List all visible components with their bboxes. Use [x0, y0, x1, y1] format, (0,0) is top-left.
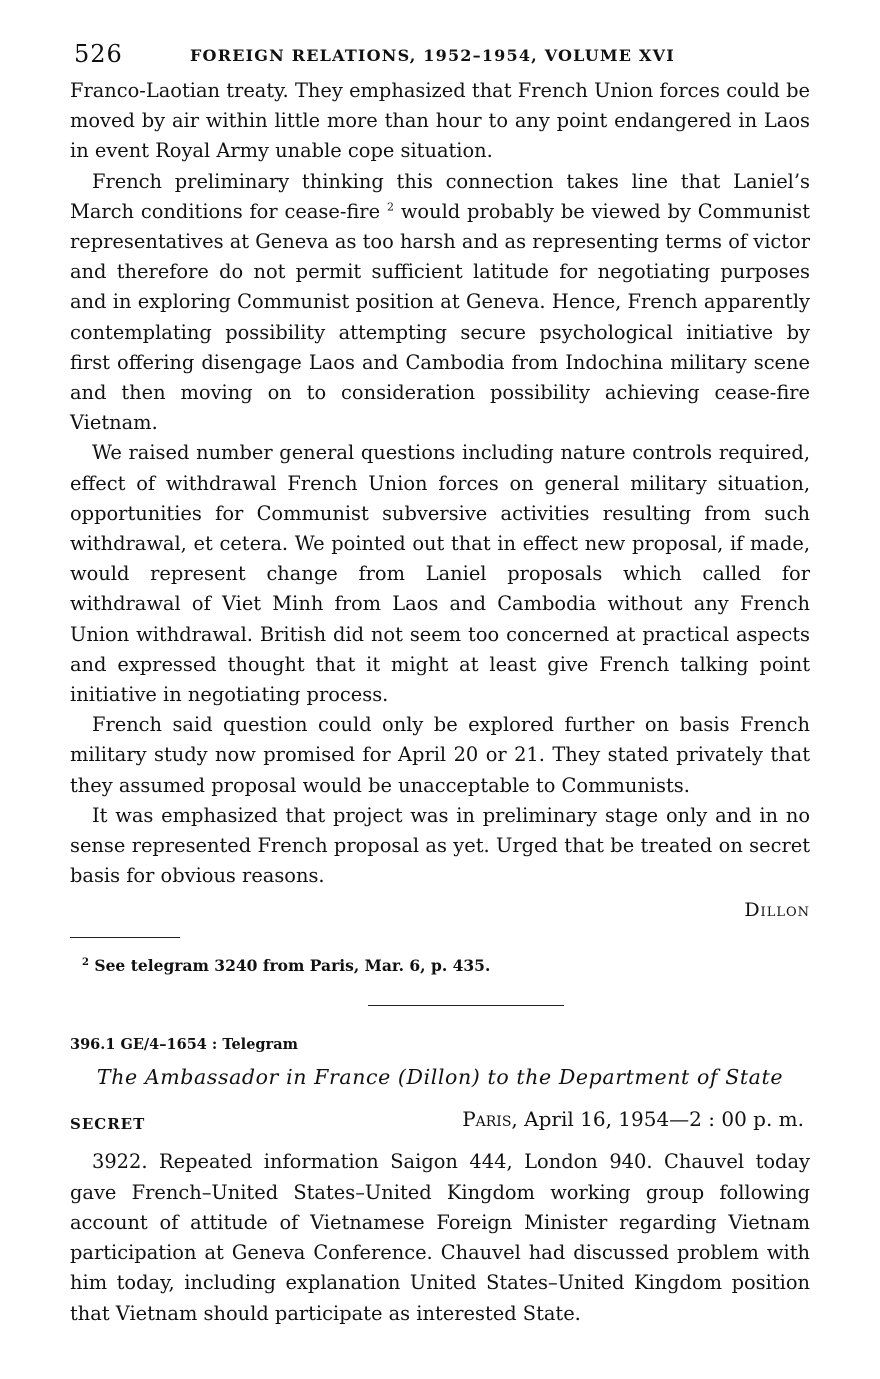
- footnote-reference: 2: [386, 200, 394, 214]
- paragraph: Franco-Laotian treaty. They emphasized that French Union forces could be moved by air within little more than hour to any point endangered in Laos in event Royal Army unable cope situation.: [70, 79, 810, 163]
- telegram-text: [70, 1147, 810, 1328]
- dateline-date: April 16, 1954—2 : 00 p. m.: [524, 1107, 804, 1132]
- footnote-marker: 2: [82, 957, 89, 969]
- page-number: 526: [74, 40, 123, 68]
- running-head: [70, 40, 810, 76]
- running-head-title: FOREIGN RELATIONS, 1952–1954, VOLUME XVI: [190, 46, 675, 65]
- paragraph: [70, 167, 810, 439]
- footnote-divider: [70, 937, 180, 938]
- body-text: [70, 76, 810, 891]
- paragraph: 3922. Repeated information Saigon 444, London 940. Chauvel today gave French–United States–United Kingdom working group following account of attitude of Vietnamese Foreign Minister regarding Vietnam participation at Geneva Conference. Chauvel had discussed problem with him today, including explanation United States–United Kingdom position that Vietnam should participate as interested State.: [70, 1150, 810, 1325]
- section-divider: [368, 1005, 564, 1006]
- classification: SECRET: [70, 1115, 146, 1134]
- paragraph-text: would probably be viewed by Communist representatives at Geneva as too harsh and as representing terms of victor and therefore do not permit sufficient latitude for negotiating purposes and in exploring Communist position at Geneva. Hence, French apparently contemplating possibility attempting secure psychological initiative by first offering disengage Laos and Cambodia from Indochina military scene and then moving on to consideration possibility achieving cease-fire Vietnam.: [70, 199, 810, 435]
- document-page: [70, 40, 810, 1329]
- footnote: [82, 956, 810, 975]
- signature: Dillon: [744, 899, 810, 922]
- paragraph: It was emphasized that project was in preliminary stage only and in no sense represented French proposal as yet. Urged that be treated on secret basis for obvious reasons.: [70, 803, 810, 888]
- dateline: [462, 1107, 804, 1131]
- dateline-place: Paris,: [462, 1107, 518, 1132]
- document-reference: 396.1 GE/4–1654 : Telegram: [70, 1036, 298, 1054]
- document-title: The Ambassador in France (Dillon) to the Department of State: [96, 1065, 784, 1090]
- dateline-row: [70, 1107, 810, 1141]
- paragraph-text: French preliminary thinking this connection takes line that Laniel’s March conditions for cease-fire: [70, 169, 810, 223]
- paragraph: French said question could only be explored further on basis French military study now promised for April 20 or 21. They stated privately that they assumed proposal would be unacceptable to Communists.: [70, 713, 810, 797]
- paragraph: We raised number general questions including nature controls required, effect of withdrawal French Union forces on general military situation, opportunities for Communist subversive activities resulting from such withdrawal, et cetera. We pointed out that in effect new proposal, if made, would represent change from Laniel proposals which called for withdrawal of Viet Minh from Laos and Cambodia without any French Union withdrawal. British did not seem too concerned at practical aspects and expressed thought that it might at least give French talking point initiative in negotiating process.: [70, 441, 810, 707]
- footnote-text: See telegram 3240 from Paris, Mar. 6, p. 435.: [94, 956, 491, 976]
